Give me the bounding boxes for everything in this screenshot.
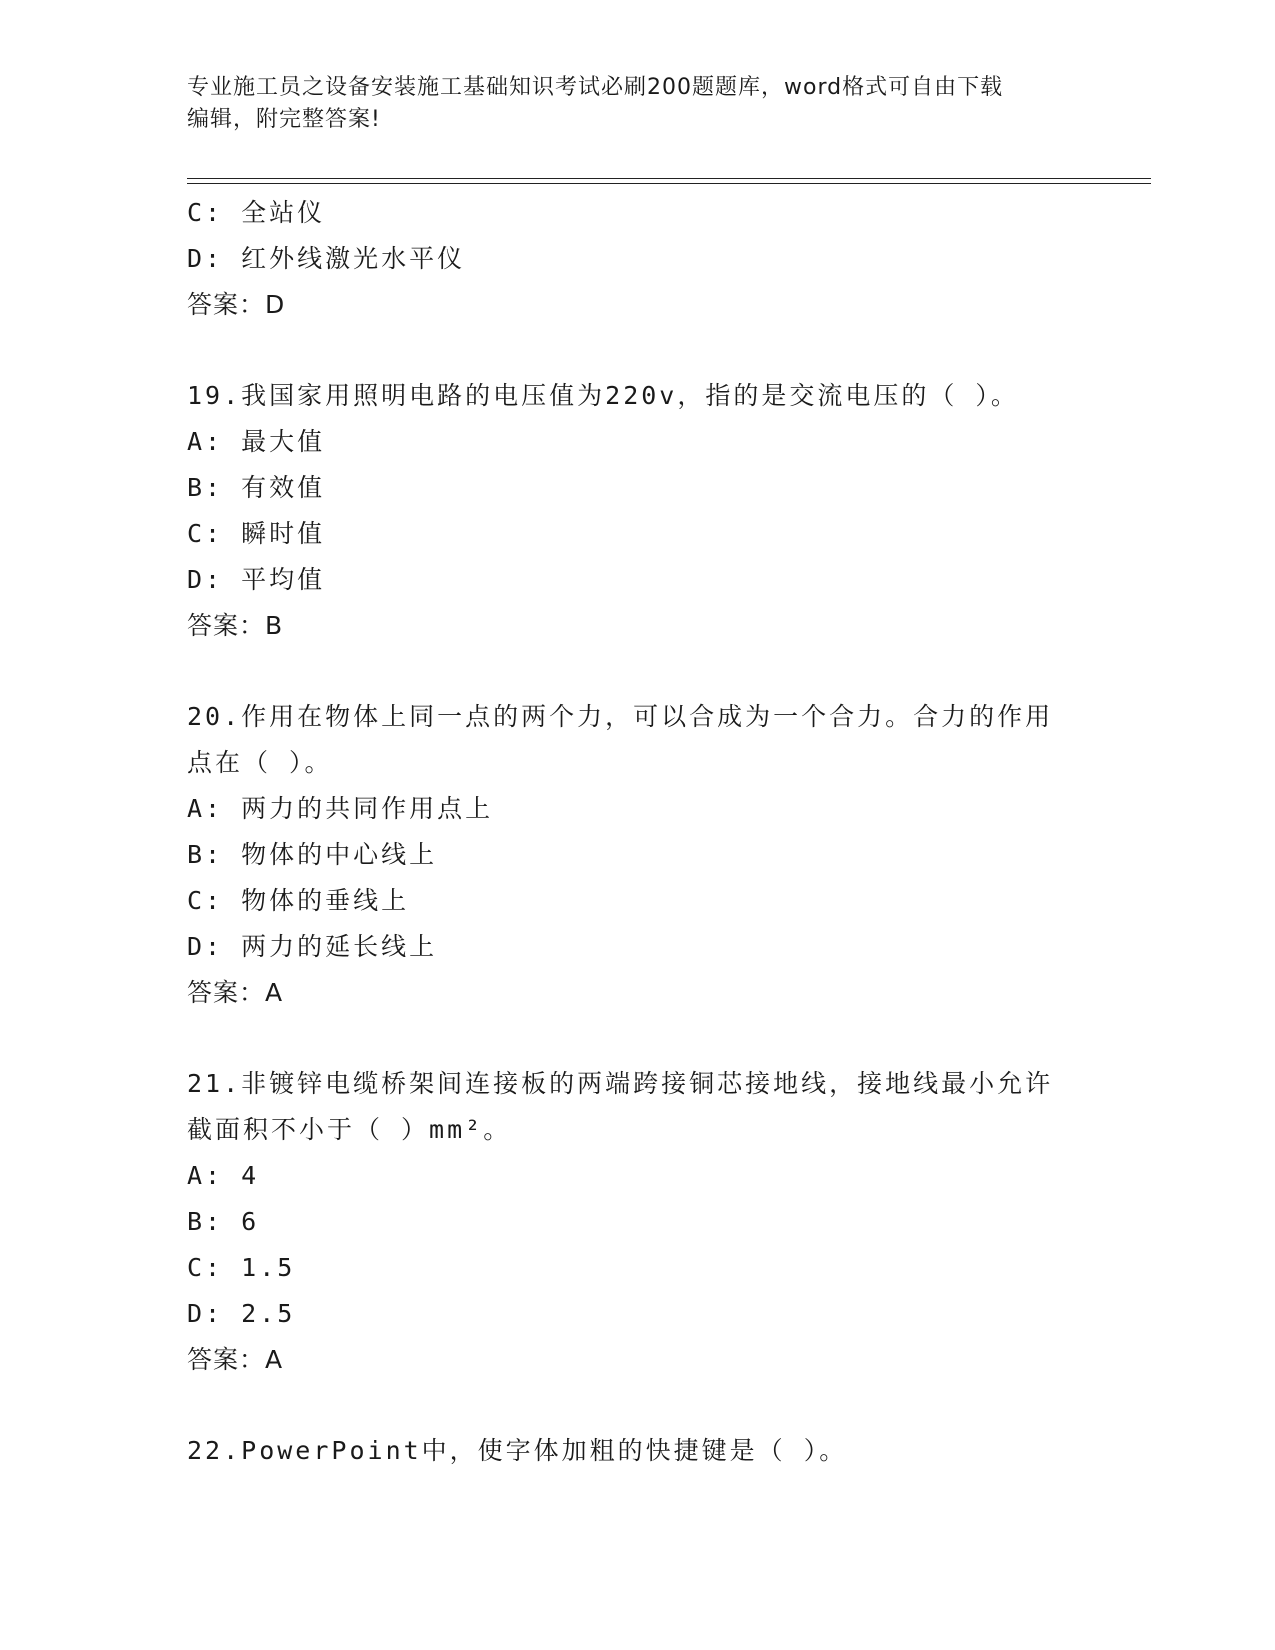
option-a: A: 4 bbox=[187, 1161, 260, 1190]
answer-line: 答案：A bbox=[187, 1345, 284, 1374]
option-d: D: 2.5 bbox=[187, 1299, 296, 1328]
question-stem-continued: 点在（ ）。 bbox=[187, 748, 333, 777]
question-stem: 21.非镀锌电缆桥架间连接板的两端跨接铜芯接地线，接地线最小允许 bbox=[187, 1069, 1054, 1098]
question-stem: 19.我国家用照明电路的电压值为220v，指的是交流电压的（ ）。 bbox=[187, 381, 1019, 410]
question-stem: 20.作用在物体上同一点的两个力，可以合成为一个合力。合力的作用 bbox=[187, 702, 1054, 731]
option-c: C: 物体的垂线上 bbox=[187, 886, 410, 915]
question-19 bbox=[187, 373, 1087, 649]
question-21 bbox=[187, 1061, 1087, 1383]
answer-line: 答案：B bbox=[187, 611, 284, 640]
question-18-tail bbox=[187, 190, 1087, 328]
answer-line: 答案：A bbox=[187, 978, 284, 1007]
header-divider-top bbox=[187, 178, 1151, 179]
header-title-line-2: 编辑，附完整答案! bbox=[187, 107, 381, 132]
question-20 bbox=[187, 694, 1087, 1016]
option-c: C: 瞬时值 bbox=[187, 519, 326, 548]
question-stem-continued: 截面积不小于（ ）mm²。 bbox=[187, 1115, 512, 1144]
option-d: D: 两力的延长线上 bbox=[187, 932, 438, 961]
document-header bbox=[187, 72, 1067, 136]
header-title-line-1: 专业施工员之设备安装施工基础知识考试必刷200题题库，word格式可自由下载 bbox=[187, 75, 1004, 100]
option-c: C: 1.5 bbox=[187, 1253, 296, 1282]
header-divider-bottom bbox=[187, 183, 1151, 184]
option-b: B: 物体的中心线上 bbox=[187, 840, 438, 869]
option-a: A: 最大值 bbox=[187, 427, 326, 456]
option-a: A: 两力的共同作用点上 bbox=[187, 794, 494, 823]
question-22 bbox=[187, 1428, 1087, 1474]
option-d: D: 红外线激光水平仪 bbox=[187, 244, 466, 273]
option-c: C: 全站仪 bbox=[187, 198, 326, 227]
option-b: B: 6 bbox=[187, 1207, 260, 1236]
answer-line: 答案：D bbox=[187, 290, 286, 319]
option-d: D: 平均值 bbox=[187, 565, 326, 594]
question-list bbox=[187, 190, 1087, 1474]
question-stem: 22.PowerPoint中，使字体加粗的快捷键是（ ）。 bbox=[187, 1436, 848, 1465]
option-b: B: 有效值 bbox=[187, 473, 326, 502]
